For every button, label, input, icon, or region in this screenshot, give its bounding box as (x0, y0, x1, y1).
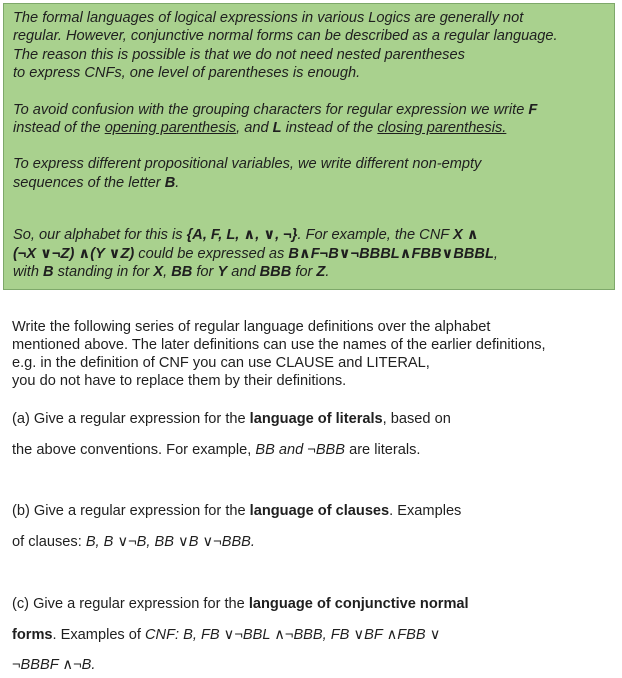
intro-box (3, 3, 615, 290)
intro-text: to express CNFs, one level of parentheses is enough. (13, 65, 361, 82)
cnf-example: (¬X ∨¬Z) ∧(Y ∨Z) (13, 245, 135, 262)
intro-underlined-term: opening parenthesis (104, 120, 237, 137)
intro-paragraph-4 (13, 226, 605, 281)
question-text: (b) Give a regular expression for the (12, 503, 250, 519)
question-key-term: language of conjunctive normal (248, 596, 469, 612)
intro-underlined-term: closing parenthesis. (377, 120, 507, 137)
intro-text: , and (236, 120, 273, 137)
intro-text: . For example, the CNF (297, 227, 453, 244)
question-text: the above conventions. For example, (12, 442, 256, 458)
intro-symbol: BBB (259, 264, 292, 281)
question-b-line-2 (12, 533, 612, 551)
cnf-example: X ∧ (452, 227, 479, 244)
question-text: of clauses: (12, 534, 86, 550)
intro-symbol: BB (171, 264, 193, 281)
question-a-line-1 (12, 410, 612, 428)
question-text: . Examples (389, 503, 462, 519)
intro-text: The formal languages of logical expressions in various Logics are generally not (13, 10, 524, 26)
instructions-text: e.g. in the definition of CNF you can use CLAUSE and LITERAL, (12, 355, 430, 371)
intro-text: regular. However, conjunctive normal forms can be described as a regular language. (13, 28, 558, 45)
intro-symbol: Z (316, 264, 326, 281)
question-key-term: language of clauses (249, 503, 390, 519)
intro-symbol: F (528, 101, 538, 118)
intro-text: , (493, 245, 498, 262)
alphabet-set: {A, F, L, ∧, ∨, ¬} (186, 227, 298, 244)
intro-text: The reason this is possible is that we do not need nested parentheses (13, 46, 465, 63)
intro-text: for (291, 264, 317, 281)
intro-text: instead of the (13, 120, 105, 137)
intro-text: , (163, 264, 172, 281)
question-text: are literals. (345, 442, 421, 458)
instructions-text: Write the following series of regular language definitions over the alphabet (12, 319, 491, 335)
intro-text: To avoid confusion with the grouping characters for regular expression we write (13, 101, 529, 118)
intro-symbol: B (43, 264, 54, 281)
intro-text: with (13, 264, 44, 281)
question-text: (c) Give a regular expression for the (12, 596, 249, 612)
intro-text: . (175, 174, 180, 191)
question-text: . Examples of (52, 627, 146, 643)
intro-paragraph-3 (13, 155, 605, 192)
question-example: B, B ∨¬B, BB ∨B ∨¬BBB. (85, 534, 255, 550)
question-text: (a) Give a regular expression for the (12, 411, 250, 427)
intro-text: sequences of the letter (13, 174, 165, 191)
question-b-line-1 (12, 502, 612, 520)
intro-text: for (192, 264, 218, 281)
intro-paragraph-2 (13, 101, 605, 138)
intro-symbol: X (153, 264, 164, 281)
instructions-paragraph (12, 318, 612, 390)
question-example: BB and ¬BBB (255, 442, 346, 458)
question-c-line-2 (12, 626, 612, 644)
instructions (12, 318, 612, 390)
cnf-encoded: B∧F¬B∨¬BBBL∧FBB∨BBBL (288, 245, 494, 262)
question-key-term: forms (12, 627, 53, 643)
intro-text: standing in for (53, 264, 154, 281)
intro-text: could be expressed as (134, 245, 289, 262)
intro-text: To express different propositional variables, we write different non-empty (13, 156, 482, 173)
intro-symbol: Y (217, 264, 228, 281)
question-c-line-3 (12, 656, 612, 674)
question-a-line-2 (12, 441, 612, 459)
instructions-text: mentioned above. The later definitions can use the names of the earlier definitions, (12, 337, 546, 353)
question-example: CNF: B, FB ∨¬BBL ∧¬BBB, FB ∨BF ∧FBB ∨ (145, 627, 441, 643)
question-text: , based on (382, 411, 451, 427)
intro-symbol: B (164, 174, 176, 191)
intro-symbol: L (272, 120, 282, 137)
instructions-text: you do not have to replace them by their definitions. (12, 373, 347, 389)
question-example: ¬BBBF ∧¬B. (12, 657, 96, 673)
question-key-term: language of literals (249, 411, 383, 427)
intro-text: . (325, 264, 330, 281)
question-c-line-1 (12, 595, 612, 613)
intro-text: and (227, 264, 260, 281)
intro-paragraph-1 (13, 9, 605, 83)
intro-text: instead of the (281, 120, 378, 137)
intro-text: So, our alphabet for this is (13, 227, 187, 244)
